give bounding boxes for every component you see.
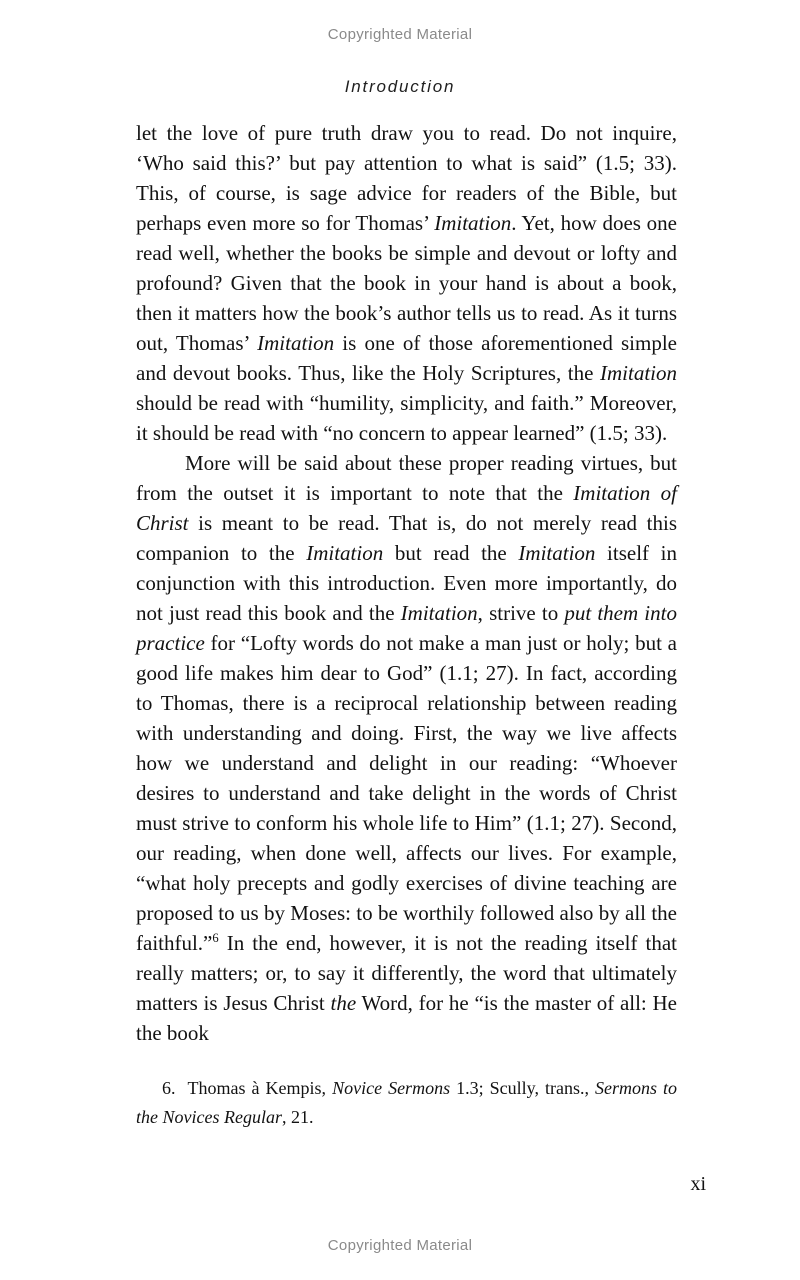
page-content <box>136 118 677 1132</box>
page-number: xi <box>690 1173 706 1195</box>
copyright-notice-bottom: Copyrighted Material <box>327 1237 473 1254</box>
chapter-heading: Introduction <box>344 77 456 96</box>
body-text <box>136 118 677 1048</box>
paragraph-1: let the love of pure truth draw you to read. Do not inquire, ‘Who said this?’ but pay attention to what is said” (1.5; 33). This, of course, is sage advice for readers of the Bible, but perhaps even more so for Thomas’ Imitation. Yet, how does one read well, whether the books be simple and devout or lofty and profound? Given that the book in your hand is about a book, then it matters how the book’s author tells us to read. As it turns out, Thomas’ Imitation is one of those aforementioned simple and devout books. Thus, like the Holy Scriptures, the Imitation should be read with “humility, simplicity, and faith.” Moreover, it should be read with “no concern to appear learned” (1.5; 33). <box>136 121 678 445</box>
footnote: 6. Thomas à Kempis, Novice Sermons 1.3; Scully, trans., Sermons to the Novices Regular, 21. <box>136 1078 678 1127</box>
copyright-notice-top: Copyrighted Material <box>327 26 473 43</box>
paragraph-2: More will be said about these proper reading virtues, but from the outset it is important to note that the Imitation of Christ is meant to be read. That is, do not merely read this companion to the Imitation but read the Imitation itself in conjunction with this introduction. Even more importantly, do not just read this book and the Imitation, strive to put them into practice for “Lofty words do not make a man just or holy; but a good life makes him dear to God” (1.1; 27). In fact, according to Thomas, there is a reciprocal relationship between reading with understanding and doing. First, the way we live affects how we understand and delight in our reading: “Whoever desires to understand and take delight in the words of Christ must strive to conform his whole life to Him” (1.1; 27). Second, our reading, when done well, affects our lives. For example, “what holy precepts and godly exercises of divine teaching are proposed to us by Moses: to be worthily followed also by all the faithful.”$^6$ In the end, however, it is not the reading itself that really matters; or, to say it differently, the word that ultimately matters is Jesus Christ the Word, for he “is the master of all: He the book <box>136 451 678 1045</box>
